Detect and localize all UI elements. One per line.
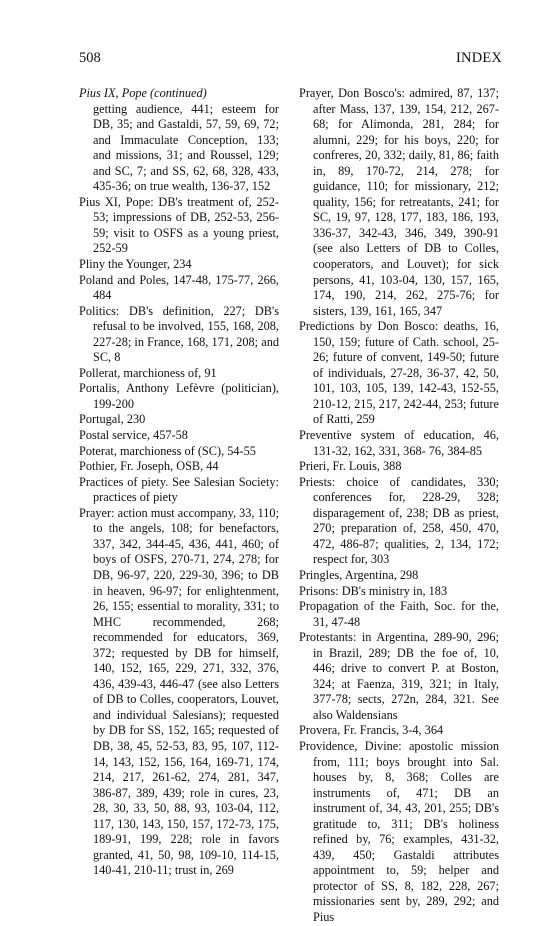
index-entry: Preventive system of education, 46, 131-32, 162, 331, 368- 76, 384-85 <box>299 428 499 458</box>
index-entry: Provera, Fr. Francis, 3-4, 364 <box>299 723 444 738</box>
index-entry: Prayer: action must accompany, 33, 110; to the angels, 108; for benefactors, 337, 342, 344-45, 436, 441, 460; of boys of OSFS, 270-71, 274, 278; for DB, 96-97, 220, 229-30, 396; to DB in heaven, 96-97; for enlightenment, 26, 155; essential to morality, 331; to MHC recommended, 268; recommended for educators, 369, 372; requested by DB for himself, 140, 152, 165, 229, 271, 332, 376, 436, 439-43, 446-47 (see also Letters of DB to Colles, cooperators, Louvet, and individual Salesians); requested by DB for SS, 152, 165; requested of DB, 38, 45, 52-53, 83, 95, 107, 112-14, 143, 152, 156, 164, 169-71, 174, 214, 217, 261-62, 274, 281, 347, 386-87, 389, 439; role in cures, 23, 28, 30, 33, 50, 88, 93, 103-04, 112, 117, 130, 143, 150, 157, 172-73, 175, 189-91, 199, 228; role in favors granted, 41, 50, 98, 109-10, 114-15, 140-41, 210-11; trust in, 269 <box>79 505 279 878</box>
index-entry: Pothier, Fr. Joseph, OSB, 44 <box>79 459 219 474</box>
index-entry: Prieri, Fr. Louis, 388 <box>299 459 402 474</box>
index-entry: Pollerat, marchioness of, 91 <box>79 365 217 380</box>
index-column-right <box>299 86 499 926</box>
index-entry: Predictions by Don Bosco: deaths, 16, 150, 159; future of Cath. school, 25-26; future of convent, 149-50; future of individuals, 27-28, 36-37, 42, 50, 101, 103, 105, 139, 142-43, 152-55, 210-12, 215, 217, 242-44, 253; future of Ratti, 259 <box>299 319 499 427</box>
index-entry: Poland and Poles, 147-48, 175-77, 266, 484 <box>79 272 279 303</box>
index-entry: Politics: DB's definition, 227; DB's refusal to be involved, 155, 168, 208, 227-28; in France, 168, 171, 208; and SC, 8 <box>79 303 279 365</box>
index-entry: Prayer, Don Bosco's: admired, 87, 137; after Mass, 137, 139, 154, 212, 267-68; for Alimonda, 281, 284; for alumni, 229; for his boys, 220; for confreres, 20, 332; daily, 81, 86; faith in, 89, 170-72, 214, 278; for guidance, 110; for missionary, 212; quality, 156; for retreatants, 241; for SC, 19, 97, 128, 177, 183, 186, 193, 336-37, 342-43, 346, 349, 390-91 (see also Letters of DB to Colles, cooperators, and Louvet); for sick persons, 41, 103-04, 130, 157, 165, 174, 190, 214, 262, 275-76; for sisters, 139, 161, 165, 347 <box>299 86 499 318</box>
index-entry: Pius XI, Pope: DB's treatment of, 252-53; impressions of DB, 252-53, 256-59; visit to OSFS as a young priest, 252-59 <box>79 194 279 256</box>
index-entry: Practices of piety. See Salesian Society: practices of piety <box>79 474 279 505</box>
index-entry: Providence, Divine: apostolic mission from, 111; boys brought into Sal. houses by, 8, 368; Colles are instruments of, 471; DB an instrument of, 34, 43, 201, 255; DB's gratitude to, 311; DB's holiness refined by, 76; examples, 431-32, 439, 450; Gastaldi attributes appointment to, 59; helper and protector of SS, 8, 182, 228, 267; missionaries sent by, 289, 292; and Pius <box>299 738 499 924</box>
index-entry: Postal service, 457-58 <box>79 428 188 443</box>
page-number: 508 <box>79 50 101 66</box>
index-entry: Poterat, marchioness of (SC), 54-55 <box>79 443 256 458</box>
index-column-left <box>79 86 279 879</box>
index-entry: Propagation of the Faith, Soc. for the, 31, 47-48 <box>299 599 499 629</box>
index-entry: Pringles, Argentina, 298 <box>299 567 419 582</box>
index-entry: Prisons: DB's ministry in, 183 <box>299 583 448 598</box>
index-entry: getting audience, 441; esteem for DB, 35; and Gastaldi, 57, 59, 69, 72; and Immaculate Conception, 133; and missions, 31; and Roussel, 129; and SC, 7; and SS, 62, 68, 328, 433, 435-36; on true wealth, 136-37, 152 <box>93 101 279 194</box>
index-entry: Portugal, 230 <box>79 412 146 427</box>
index-entry: Priests: choice of candidates, 330; conferences for, 228-29, 328; disparagement of, 238; DB as priest, 270; preparation of, 258, 450, 470, 472, 486-87; qualities, 2, 134, 172; respect for, 303 <box>299 474 499 567</box>
index-entry: Pliny the Younger, 234 <box>79 257 192 272</box>
index-entry: Portalis, Anthony Lefèvre (politician), 199-200 <box>79 381 279 411</box>
running-head: INDEX <box>456 50 503 66</box>
index-entry: Protestants: in Argentina, 289-90, 296; in Brazil, 289; DB the foe of, 10, 446; drive to convert P. at Boston, 324; at Faenza, 319, 321; in Italy, 377-78; sects, 272n, 284, 321. See also Waldensians <box>299 630 499 722</box>
continued-heading: Pius IX, Pope (continued) <box>79 86 207 100</box>
